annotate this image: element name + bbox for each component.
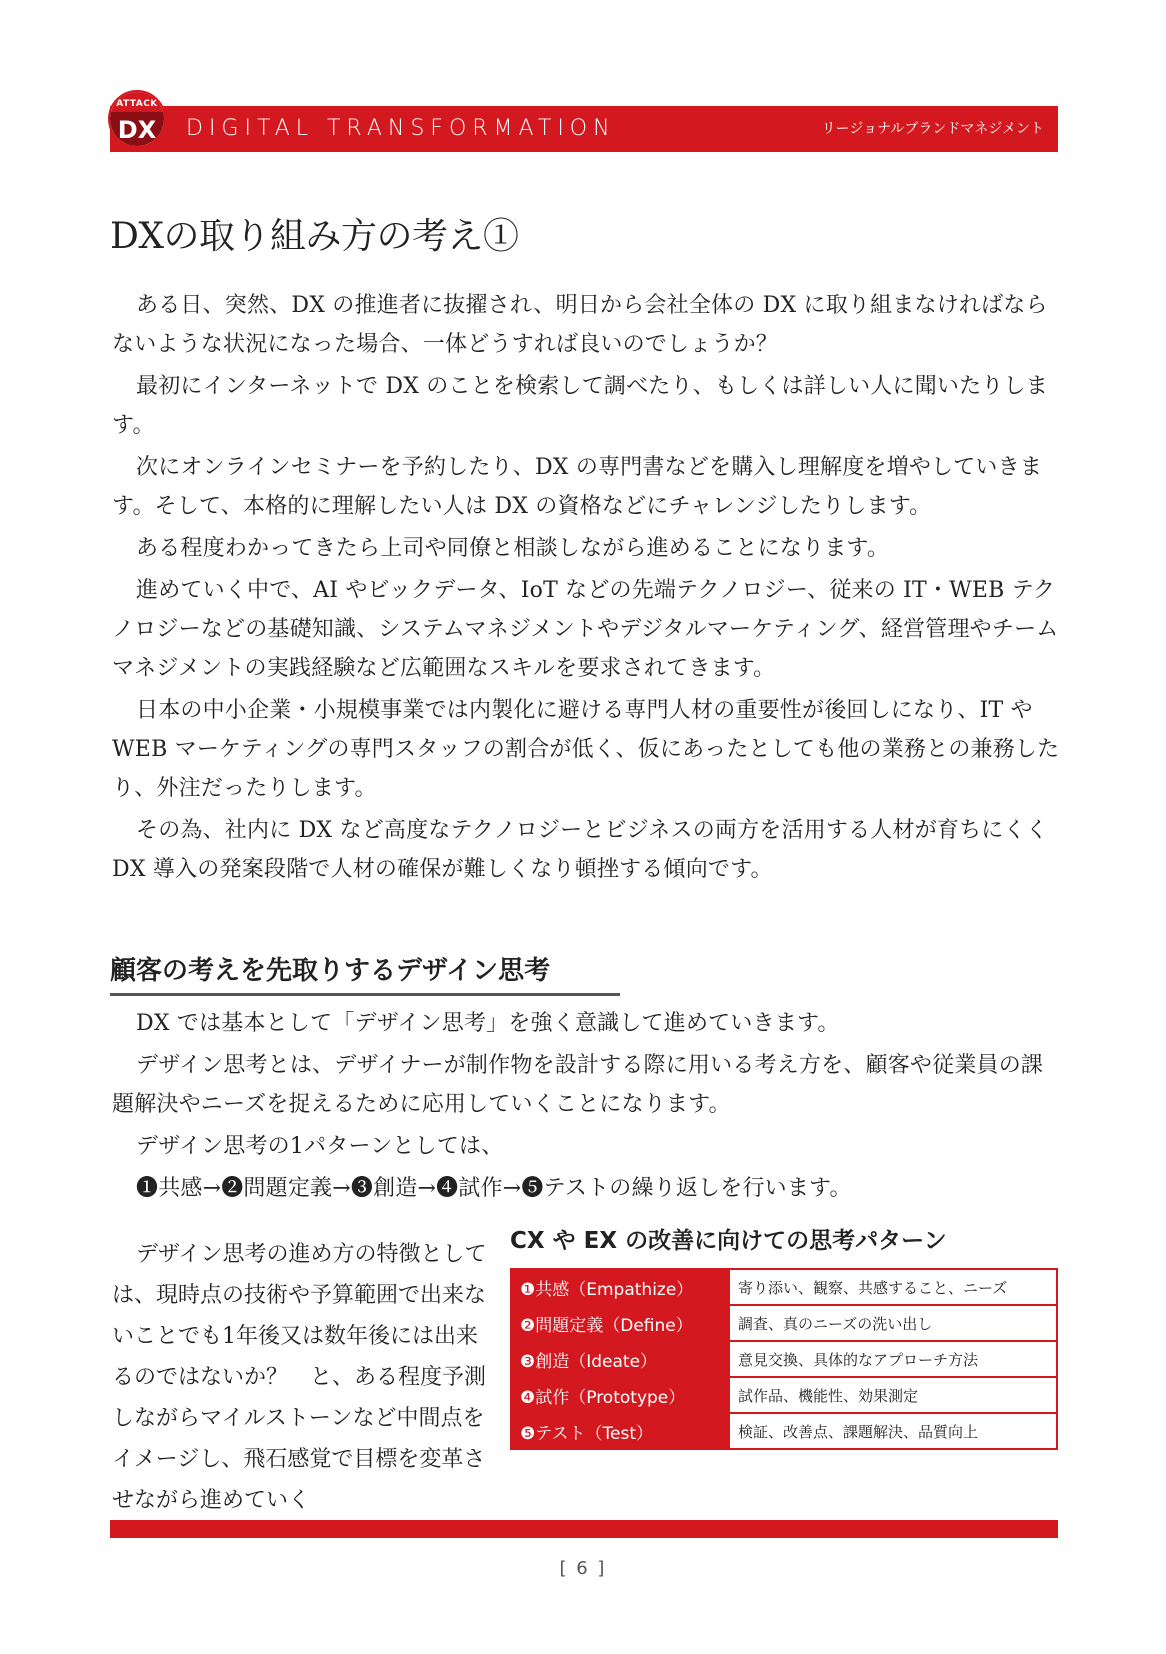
header-subtitle: リージョナルブランドマネジメント	[821, 121, 1044, 137]
attack-dx-logo	[108, 90, 166, 148]
phase-cell: ❷問題定義（Define）	[511, 1305, 729, 1341]
page-title: DXの取り組み方の考え①	[110, 216, 519, 257]
paragraph: 進めていく中で、AI やビックデータ、IoT などの先端テクノロジー、従来の IT・WEB テクノロジーなどの基礎知識、システムマネジメントやデジタルマーケティング、経営管理やチームマネジメントの実践経験など広範囲なスキルを要求されてきます。	[112, 578, 1059, 681]
description-cell: 検証、改善点、課題解決、品質向上	[729, 1413, 1057, 1449]
paragraph: ある日、突然、DX の推進者に抜擢され、明日から会社全体の DX に取り組まなければならないような状況になった場合、一体どうすれば良いのでしょうか？	[112, 293, 1048, 357]
paragraph: その為、社内に DX など高度なテクノロジーとビジネスの両方を活用する人材が育ちにくく DX 導入の発案段階で人材の確保が難しくなり頓挫する傾向です。	[112, 818, 1048, 882]
process-steps: ❶共感→❷問題定義→❸創造→❹試作→❺テストの繰り返しを行います。	[136, 1176, 852, 1201]
phase-cell: ❸創造（Ideate）	[511, 1341, 729, 1377]
left-column-text: デザイン思考の進め方の特徴としては、現時点の技術や予算範囲で出来ないことでも1年後又は数年後には出来るのではないか？ と、ある程度予測しながらマイルストーンなど中間点をイメージし、飛石感覚で目標を変革させながら進めていく	[112, 1242, 487, 1513]
footer-band	[110, 1520, 1058, 1538]
paragraph: 日本の中小企業・小規模事業では内製化に避ける専門人材の重要性が後回しになり、IT や WEB マーケティングの専門スタッフの割合が低く、仮にあったとしても他の業務との兼務したり、外注だったりします。	[112, 698, 1060, 801]
phase-cell: ❹試作（Prototype）	[511, 1377, 729, 1413]
header-title: DIGITAL TRANSFORMATION	[186, 116, 616, 141]
phase-cell: ❺テスト（Test）	[511, 1413, 729, 1449]
logo-bottom-text: DX	[110, 112, 164, 148]
description-cell: 寄り添い、観察、共感すること、ニーズ	[729, 1269, 1057, 1305]
section-heading: 顧客の考えを先取りするデザイン思考	[110, 950, 620, 996]
table-title: CX や EX の改善に向けての思考パターン	[510, 1228, 947, 1254]
thinking-pattern-table	[510, 1268, 1058, 1450]
table-row	[511, 1413, 1057, 1449]
paragraph: DX では基本として「デザイン思考」を強く意識して進めていきます。	[136, 1011, 840, 1036]
description-cell: 意見交換、具体的なアプローチ方法	[729, 1341, 1057, 1377]
table-row	[511, 1305, 1057, 1341]
table-row	[511, 1341, 1057, 1377]
table-row	[511, 1377, 1057, 1413]
description-cell: 試作品、機能性、効果測定	[729, 1377, 1057, 1413]
paragraph: 最初にインターネットで DX のことを検索して調べたり、もしくは詳しい人に聞いたりします。	[112, 374, 1048, 438]
page-number: [ 6 ]	[559, 1558, 607, 1579]
paragraph: ある程度わかってきたら上司や同僚と相談しながら進めることになります。	[136, 536, 890, 561]
description-cell: 調査、真のニーズの洗い出し	[729, 1305, 1057, 1341]
paragraph: 次にオンラインセミナーを予約したり、DX の専門書などを購入し理解度を増やしていきます。そして、本格的に理解したい人は DX の資格などにチャレンジしたりします。	[112, 455, 1043, 519]
phase-cell: ❶共感（Empathize）	[511, 1269, 729, 1305]
logo-top-text: ATTACK	[110, 92, 164, 114]
body-text	[112, 286, 1060, 892]
table-row	[511, 1269, 1057, 1305]
paragraph: デザイン思考の1パターンとしては、	[136, 1134, 504, 1159]
section-text	[112, 1004, 1060, 1211]
paragraph: デザイン思考とは、デザイナーが制作物を設計する際に用いる考え方を、顧客や従業員の課題解決やニーズを捉えるために応用していくことになります。	[112, 1053, 1044, 1117]
